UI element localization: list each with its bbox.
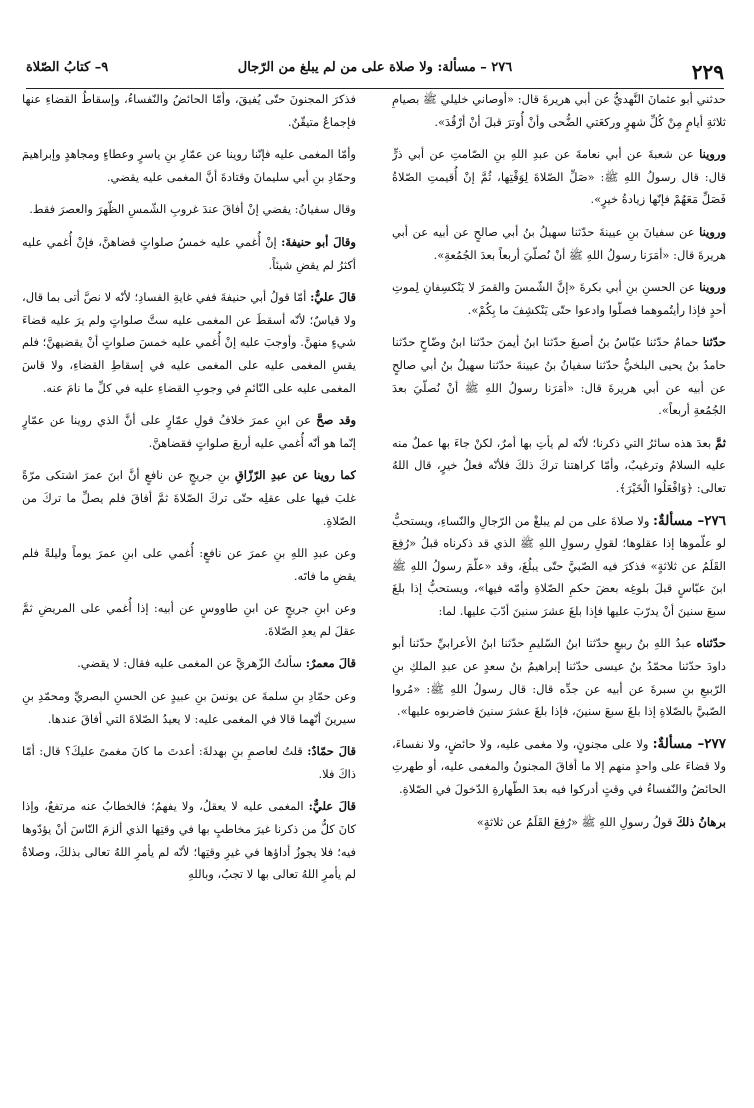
paragraph: قالَ عليٌّ: المغمى عليه لا يعقلُ، ولا يفهمُ؛ فالخطابُ عنه مرتفعٌ، وإذا كانَ كلُّ من ذكرنا غيرَ مخاطبٍ بها في وقتِها الذي ألزمَ النّاسَ أنْ يؤدّوها فيه؛ فلا يجوزُ أداؤها في غيرِ وقتِها؛ لأنّه لم يأمرِ اللهُ تعالى بذلكَ، وصلاةٌ لم يأمرِ اللهُ تعالى بها لا تجبُ، وباللهِ <box>22 799 356 882</box>
paragraph: وأمّا المغمى عليه فإنّنا روينا عن عمّارِ بنِ ياسرٍ وعطاءٍ ومجاهدٍ وإبراهيمَ وحمّادِ بنِ أبي سليمانَ وقتادةَ أنَّ المغمى عليه يقضي. <box>22 147 356 184</box>
paragraph: وقالَ أبو حنيفةَ: إنْ أُغمي عليه خمسُ صلواتٍ قضاهنَّ، فإنْ أُغمي عليه أكثرُ لم يقضِ شيئاً. <box>22 234 356 272</box>
book-title: ٩– كتابُ الصّلاة <box>26 60 109 75</box>
paragraph: وروينا عن الحسنِ بنِ أبي بكرةَ «إنَّ الشّمسَ والقمرَ لا يَنْكسِفانِ لِموتِ أحدٍ فإذا رأيتُموهما فصلّوا وادعوا حتّى يَنْكشِفَ ما بِكُمْ». <box>392 280 726 317</box>
paragraph: كما روينا عن عبدِ الرّزّاقِ بنِ جريجٍ عن نافعٍ أنَّ ابنَ عمرَ اشتكى مرّةً غلبَ فيها على عقلِه حتّى تركَ الصّلاةَ ثمَّ أفاقَ فلم يصلِّ ما تركَ من الصّلاةِ. <box>22 468 356 528</box>
paragraph: وقد صحَّ عن ابنِ عمرَ خلافُ قولِ عمّارٍ على أنَّ الذي روينا عن عمّارٍ إنّما هو أنّه أُغمي عليه أربعَ صلواتٍ فقضاهنَّ. <box>22 413 356 450</box>
paragraph: وعن عبدِ اللهِ بنِ عمرَ عن نافعٍ: أُغمي على ابنِ عمرَ يوماً وليلةً فلم يقضِ ما فاتَه. <box>22 546 356 583</box>
paragraph: حدثني أبو عثمانَ النَّهديُّ عن أبي هريرةَ قال: «أوصاني خليلي ﷺ بصيامِ ثلاثةِ أيامٍ مِنْ كُلِّ شهرٍ وركعَتي الضُّحى وأنْ أُوترَ قبلَ أنْ أرْقُدَ». <box>392 92 726 129</box>
paragraph: وروينا عن شعبةَ عن أبي نعامةَ عن عبدِ اللهِ بنِ الصّامتِ عن أبي ذرٍّ قال: قال رسولُ اللهِ ﷺ: «صَلِّ الصّلاةَ لِوَقْتِها، ثُمَّ إنْ أُقيمتِ الصّلاةُ فَصَلِّ مَعَهُمْ فإنّها زيادةُ خيرٍ». <box>392 147 726 207</box>
running-header <box>26 54 724 89</box>
right-column <box>392 88 726 1098</box>
masala-277: ٢٧٧– مسألةٌ: ولا على مجنونٍ، ولا مغمى عليه، ولا حائضٍ، ولا نفساءَ، ولا قضاءَ على واحدٍ منهم إلا ما أفاقَ المجنونُ والمغمى عليه، أو طهرتِ الحائضُ والنّفساءُ في وقتٍ أدركوا فيه بعدَ الطّهارةِ الدّخولَ في الصّلاةِ. <box>392 735 726 797</box>
paragraph: وقال سفيانُ: يقضي إنْ أفاقَ عندَ غروبِ الشّمسِ الظّهرَ والعصرَ فقط. <box>29 202 356 217</box>
paragraph: قالَ معمرٌ: سألتُ الزّهريَّ عن المغمى عليه فقال: لا يقضي. <box>77 656 356 671</box>
running-head: ٢٧٦ – مسألة: ولا صلاة على من لم يبلغ من الرّجال <box>237 60 513 75</box>
page-number: ٢٢٩ <box>691 60 724 84</box>
paragraph: وعن ابنِ جريجٍ عن ابنِ طاووسٍ عن أبيه: إذا أُغمي على المريضِ ثمَّ عقلَ لم يعدِ الصّلاةَ. <box>22 601 356 638</box>
masala-276: ٢٧٦– مسألةٌ: ولا صلاةَ على من لم يبلغْ من الرّجالِ والنّساءِ، ويستحبُّ لو علّموها إذا عقلوها؛ لقولِ رسولِ اللهِ ﷺ الذي قد ذكرناه قبلُ «رُفِعَ القَلَمُ عن ثلاثةٍ» فذكرَ فيه الصّبيَّ حتّى يبلُغَ، وقد «علّمَ رسولُ اللهِ ﷺ ابنَ عبّاسٍ قبلَ بلوغِه بعضَ حكمِ الصّلاةِ وأمّه فيها»، ويستحبُّ إذا بلغَ سبعَ سنينَ أنْ يدرّبَ عليها فإذا بلغَ عشرَ سنينَ أدّبَ عليها. لما: <box>392 512 726 618</box>
left-column <box>22 88 356 1098</box>
paragraph: وروينا عن سفيانَ بنِ عيينةَ حدّثنا سهيلُ بنُ أبي صالحٍ عن أبيه عن أبي هريرةَ قال: «أمَرَنا رسولُ اللهِ ﷺ أنْ نُصلّيَ أربعاً بعدَ الجُمُعةِ». <box>392 224 726 262</box>
paragraph: حدّثنا حمامٌ حدّثنا عبّاسُ بنُ أصبغَ حدّثنا ابنُ أيمنَ حدّثنا ابنُ وضّاحٍ حدّثنا حامدُ بنُ يحيى البلخيُّ حدّثنا سفيانُ بنُ عيينةَ حدّثنا سهيلُ بنُ أبي صالحٍ عن أبيه عن أبي هريرةَ قال: «أمَرَنا رسولُ اللهِ ﷺ أنْ نُصلّيَ بعدَ الجُمُعةِ أربعاً». <box>392 335 726 418</box>
paragraph: وعن حمّادِ بنِ سلمةَ عن يونسَ بنِ عبيدٍ عن الحسنِ البصريِّ ومحمّدِ بنِ سيرينَ أنّهما قالا في المغمى عليه: لا يعيدُ الصّلاةَ التي أفاقَ عندها. <box>22 689 356 726</box>
paragraph: قالَ عليٌّ: أمّا قولُ أبي حنيفةَ ففي غايةِ الفسادِ؛ لأنّه لا نصَّ أتى بما قال، ولا قياسٌ؛ لأنّه أسقطَ عن المغمى عليه ستَّ صلواتٍ ولم يرَ عليه قضاءَ شيءٍ منهنَّ. وأوجبَ عليه إنْ أُغمي عليه خمسَ صلواتٍ أنْ يقضيهنَّ؛ فلم يقسِ المغمى عليه على المغمى عليه في إسقاطِ القضاءِ، ولا قاسَ المغمى عليه على النّائمِ في وجوبِ القضاءِ عليه في كلِّ ما نامَ عنه. <box>22 290 356 395</box>
paragraph: حدّثناه عبدُ اللهِ بنُ ربيعٍ حدّثنا ابنُ السّليمِ حدّثنا ابنُ الأعرابيِّ حدّثنا أبو داودَ حدّثنا محمّدُ بنُ عيسى حدّثنا إبراهيمُ بنُ سعدٍ عن عبدِ الملكِ بنِ الرّبيعِ بنِ سبرةَ عن أبيه عن جدِّه قال: قال رسولُ اللهِ ﷺ: «مُروا الصّبيَّ بالصّلاةِ إذا بلغَ سبعَ سنينَ، فإذا بلغَ عشرَ سنينَ فاضربوه عليها». <box>392 636 726 719</box>
paragraph: قالَ حمّادٌ: قلتُ لعاصمِ بنِ بهدلةَ: أعدتَ ما كانَ مغمىً عليكَ؟ قال: أمّا ذاكَ فلا. <box>22 744 356 781</box>
paragraph: فذكرَ المجنونَ حتّى يُفيقَ، وأمّا الحائضُ والنّفساءُ، وإسقاطُ القضاءِ عنها فإجماعٌ متيقّنٌ. <box>22 92 356 129</box>
paragraph: برهانُ ذلكَ قولُ رسولِ اللهِ ﷺ «رُفِعَ القَلَمُ عن ثلاثةٍ» <box>476 814 726 829</box>
paragraph: ثمَّ بعدَ هذه سائرُ التي ذكرنا؛ لأنّه لم يأتِ بها أمرٌ، لكنْ جاءَ بها عملٌ منه عليه السلامُ وترغيبٌ، وأمّا كراهتنا تركَ ذلكَ فلأنّه فعلُ خيرٍ، قال اللهُ تعالى: ﴿وَافْعَلُوا الْخَيْرَ﴾. <box>392 435 726 495</box>
